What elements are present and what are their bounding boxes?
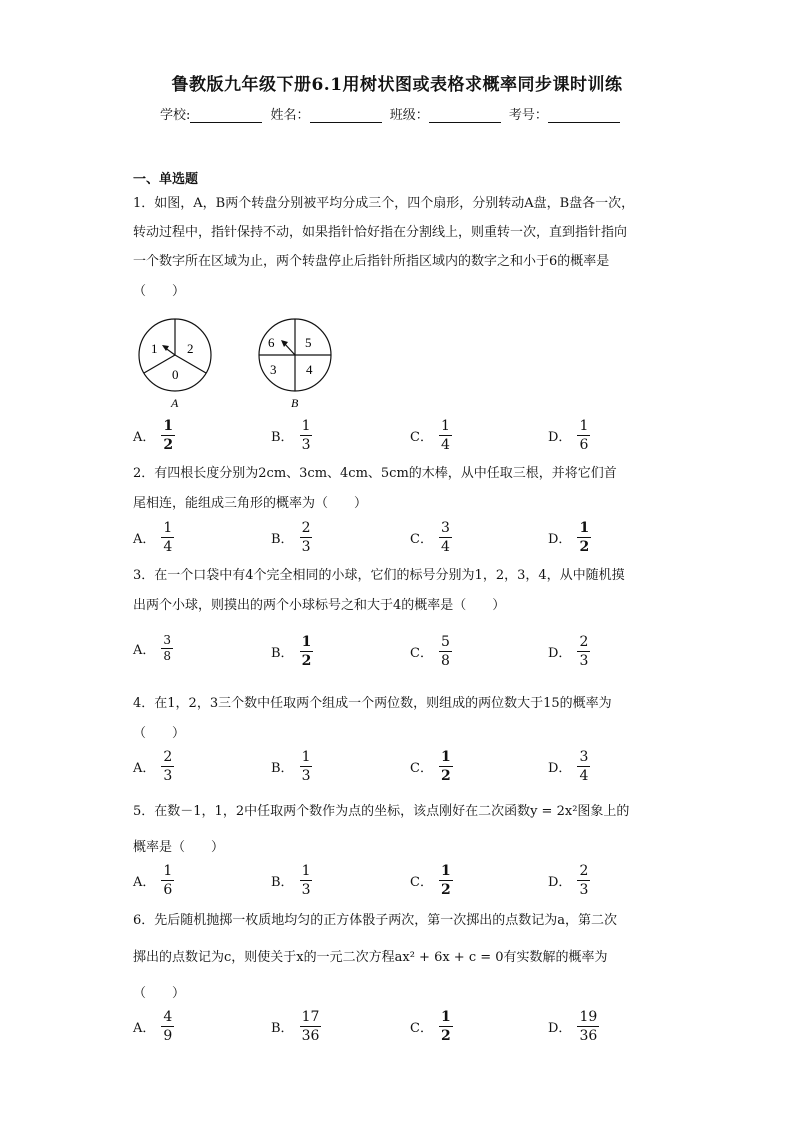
fraction: $\frac{1}{3}$ xyxy=(301,863,311,898)
spinner-a-num-0: 0 xyxy=(172,367,179,382)
q6-text-line2: 掷出的点数记为c，则使关于x的一元二次方程ax² + 6x + c = 0有实数解的概率为 xyxy=(133,950,608,965)
fraction: $\frac{1}{4}$ xyxy=(163,520,173,555)
fraction: $\frac{3}{4}$ xyxy=(440,520,450,555)
option-label: C． xyxy=(410,761,433,776)
spinner-b-num-6: 6 xyxy=(268,335,275,350)
fraction: $\frac{1}{2}$ xyxy=(579,520,590,555)
q2-option-b[interactable] xyxy=(271,520,312,555)
q3-option-b[interactable] xyxy=(271,634,313,669)
option-label: A． xyxy=(133,761,156,776)
fraction: $\frac{1}{2}$ xyxy=(301,634,312,669)
fraction: $\frac{2}{3}$ xyxy=(301,520,311,555)
option-label: B． xyxy=(271,761,294,776)
option-label: C． xyxy=(410,532,433,547)
exam-no-label: 考号： xyxy=(508,108,548,123)
option-label: B． xyxy=(271,646,294,661)
q5-option-d[interactable] xyxy=(548,863,590,898)
option-label: D． xyxy=(548,1021,572,1036)
q6-text-line3: （ ） xyxy=(133,986,186,1001)
option-label: A． xyxy=(133,643,156,658)
fraction: $\frac{1}{2}$ xyxy=(440,1009,451,1044)
q3-text-line2: 出两个小球，则摸出的两个小球标号之和大于4的概率是（ ） xyxy=(133,598,506,613)
fraction: $\frac{1}{2}$ xyxy=(440,863,451,898)
name-label: 姓名： xyxy=(270,108,310,123)
option-label: D． xyxy=(548,532,572,547)
spinner-a-num-2: 2 xyxy=(187,341,194,356)
spinner-a-figure xyxy=(133,312,223,412)
spinner-b-num-5: 5 xyxy=(305,335,312,350)
fraction: $\frac{3}{8}$ xyxy=(163,633,172,663)
q5-option-a[interactable] xyxy=(133,863,174,898)
fraction: $\frac{1}{6}$ xyxy=(579,418,589,453)
section-heading: 一、单选题 xyxy=(133,172,199,187)
q6-option-d[interactable] xyxy=(548,1009,599,1044)
q5-option-c[interactable] xyxy=(410,863,453,898)
page-title: 鲁教版九年级下册6.1用树状图或表格求概率同步课时训练 xyxy=(171,75,623,95)
option-label: B． xyxy=(271,532,294,547)
q4-option-d[interactable] xyxy=(548,749,590,784)
q2-option-c[interactable] xyxy=(410,520,452,555)
spinner-b-num-4: 4 xyxy=(306,362,313,377)
q6-option-a[interactable] xyxy=(133,1009,174,1044)
option-label: C． xyxy=(410,646,433,661)
q3-option-c[interactable] xyxy=(410,634,452,669)
option-label: A． xyxy=(133,430,156,445)
exam-no-blank[interactable] xyxy=(548,110,620,123)
spinner-b-label: B xyxy=(291,396,299,410)
q1-option-c[interactable] xyxy=(410,418,452,453)
q4-option-c[interactable] xyxy=(410,749,453,784)
fraction: $\frac{1}{2}$ xyxy=(163,418,174,453)
q3-option-d[interactable] xyxy=(548,634,590,669)
option-label: B． xyxy=(271,1021,294,1036)
option-label: D． xyxy=(548,646,572,661)
option-label: C． xyxy=(410,1021,433,1036)
option-label: D． xyxy=(548,761,572,776)
option-label: A． xyxy=(133,532,156,547)
q4-text-line1: 4．在1，2，3三个数中任取两个组成一个两位数，则组成的两位数大于15的概率为 xyxy=(133,696,612,711)
q5-text-line1: 5．在数－1，1，2中任取两个数作为点的坐标，该点刚好在二次函数y = 2x²图象上的 xyxy=(133,804,630,819)
fraction: $\frac{5}{8}$ xyxy=(440,634,450,669)
q6-option-b[interactable] xyxy=(271,1009,321,1044)
q6-option-c[interactable] xyxy=(410,1009,453,1044)
option-label: B． xyxy=(271,430,294,445)
q1-text-line1: 1．如图，A，B两个转盘分别被平均分成三个，四个扇形，分别转动A盘，B盘各一次， xyxy=(133,196,635,211)
fraction: $\frac{1}{3}$ xyxy=(301,418,311,453)
q4-text-line2: （ ） xyxy=(133,726,186,741)
option-label: A． xyxy=(133,875,156,890)
student-info-line xyxy=(160,104,624,123)
q1-option-b[interactable] xyxy=(271,418,312,453)
q4-option-b[interactable] xyxy=(271,749,312,784)
spinner-b-num-3: 3 xyxy=(270,362,277,377)
q1-option-d[interactable] xyxy=(548,418,590,453)
option-label: C． xyxy=(410,875,433,890)
spinner-a-num-1: 1 xyxy=(151,341,158,356)
school-blank[interactable] xyxy=(190,110,262,123)
q2-text-line1: 2．有四根长度分别为2cm、3cm、4cm、5cm的木棒，从中任取三根，并将它们首 xyxy=(133,466,617,481)
q4-option-a[interactable] xyxy=(133,749,174,784)
q2-text-line2: 尾相连，能组成三角形的概率为（ ） xyxy=(133,496,368,511)
q1-option-a[interactable] xyxy=(133,418,175,453)
option-label: A． xyxy=(133,1021,156,1036)
q1-text-line4: （ ） xyxy=(133,284,186,299)
q5-option-b[interactable] xyxy=(271,863,312,898)
q2-option-d[interactable] xyxy=(548,520,591,555)
q3-option-a[interactable] xyxy=(133,634,173,663)
class-blank[interactable] xyxy=(429,110,501,123)
fraction: $\frac{1}{4}$ xyxy=(440,418,450,453)
fraction: $\frac{2}{3}$ xyxy=(579,634,589,669)
q1-text-line3: 一个数字所在区域为止，两个转盘停止后指针所指区域内的数字之和小于6的概率是 xyxy=(133,254,610,269)
q2-option-a[interactable] xyxy=(133,520,174,555)
fraction: $\frac{1}{2}$ xyxy=(440,749,451,784)
name-blank[interactable] xyxy=(310,110,382,123)
option-label: D． xyxy=(548,875,572,890)
fraction: $\frac{19}{36}$ xyxy=(579,1009,598,1044)
q5-text-line2: 概率是（ ） xyxy=(133,840,225,855)
fraction: $\frac{3}{4}$ xyxy=(579,749,589,784)
fraction: $\frac{2}{3}$ xyxy=(163,749,173,784)
fraction: $\frac{2}{3}$ xyxy=(579,863,589,898)
option-label: D． xyxy=(548,430,572,445)
school-label: 学校: xyxy=(160,108,191,123)
option-label: C． xyxy=(410,430,433,445)
fraction: $\frac{1}{3}$ xyxy=(301,749,311,784)
q6-text-line1: 6．先后随机抛掷一枚质地均匀的正方体骰子两次，第一次掷出的点数记为a，第二次 xyxy=(133,913,618,928)
fraction: $\frac{4}{9}$ xyxy=(163,1009,173,1044)
fraction: $\frac{17}{36}$ xyxy=(301,1009,320,1044)
class-label: 班级： xyxy=(389,108,429,123)
spinner-b-figure xyxy=(253,312,343,412)
fraction: $\frac{1}{6}$ xyxy=(163,863,173,898)
spinner-a-label: A xyxy=(171,396,179,410)
q1-text-line2: 转动过程中，指针保持不动，如果指针恰好指在分割线上，则重转一次，直到指针指向 xyxy=(133,225,628,240)
option-label: B． xyxy=(271,875,294,890)
q3-text-line1: 3．在一个口袋中有4个完全相同的小球，它们的标号分别为1，2，3，4，从中随机摸 xyxy=(133,568,625,583)
